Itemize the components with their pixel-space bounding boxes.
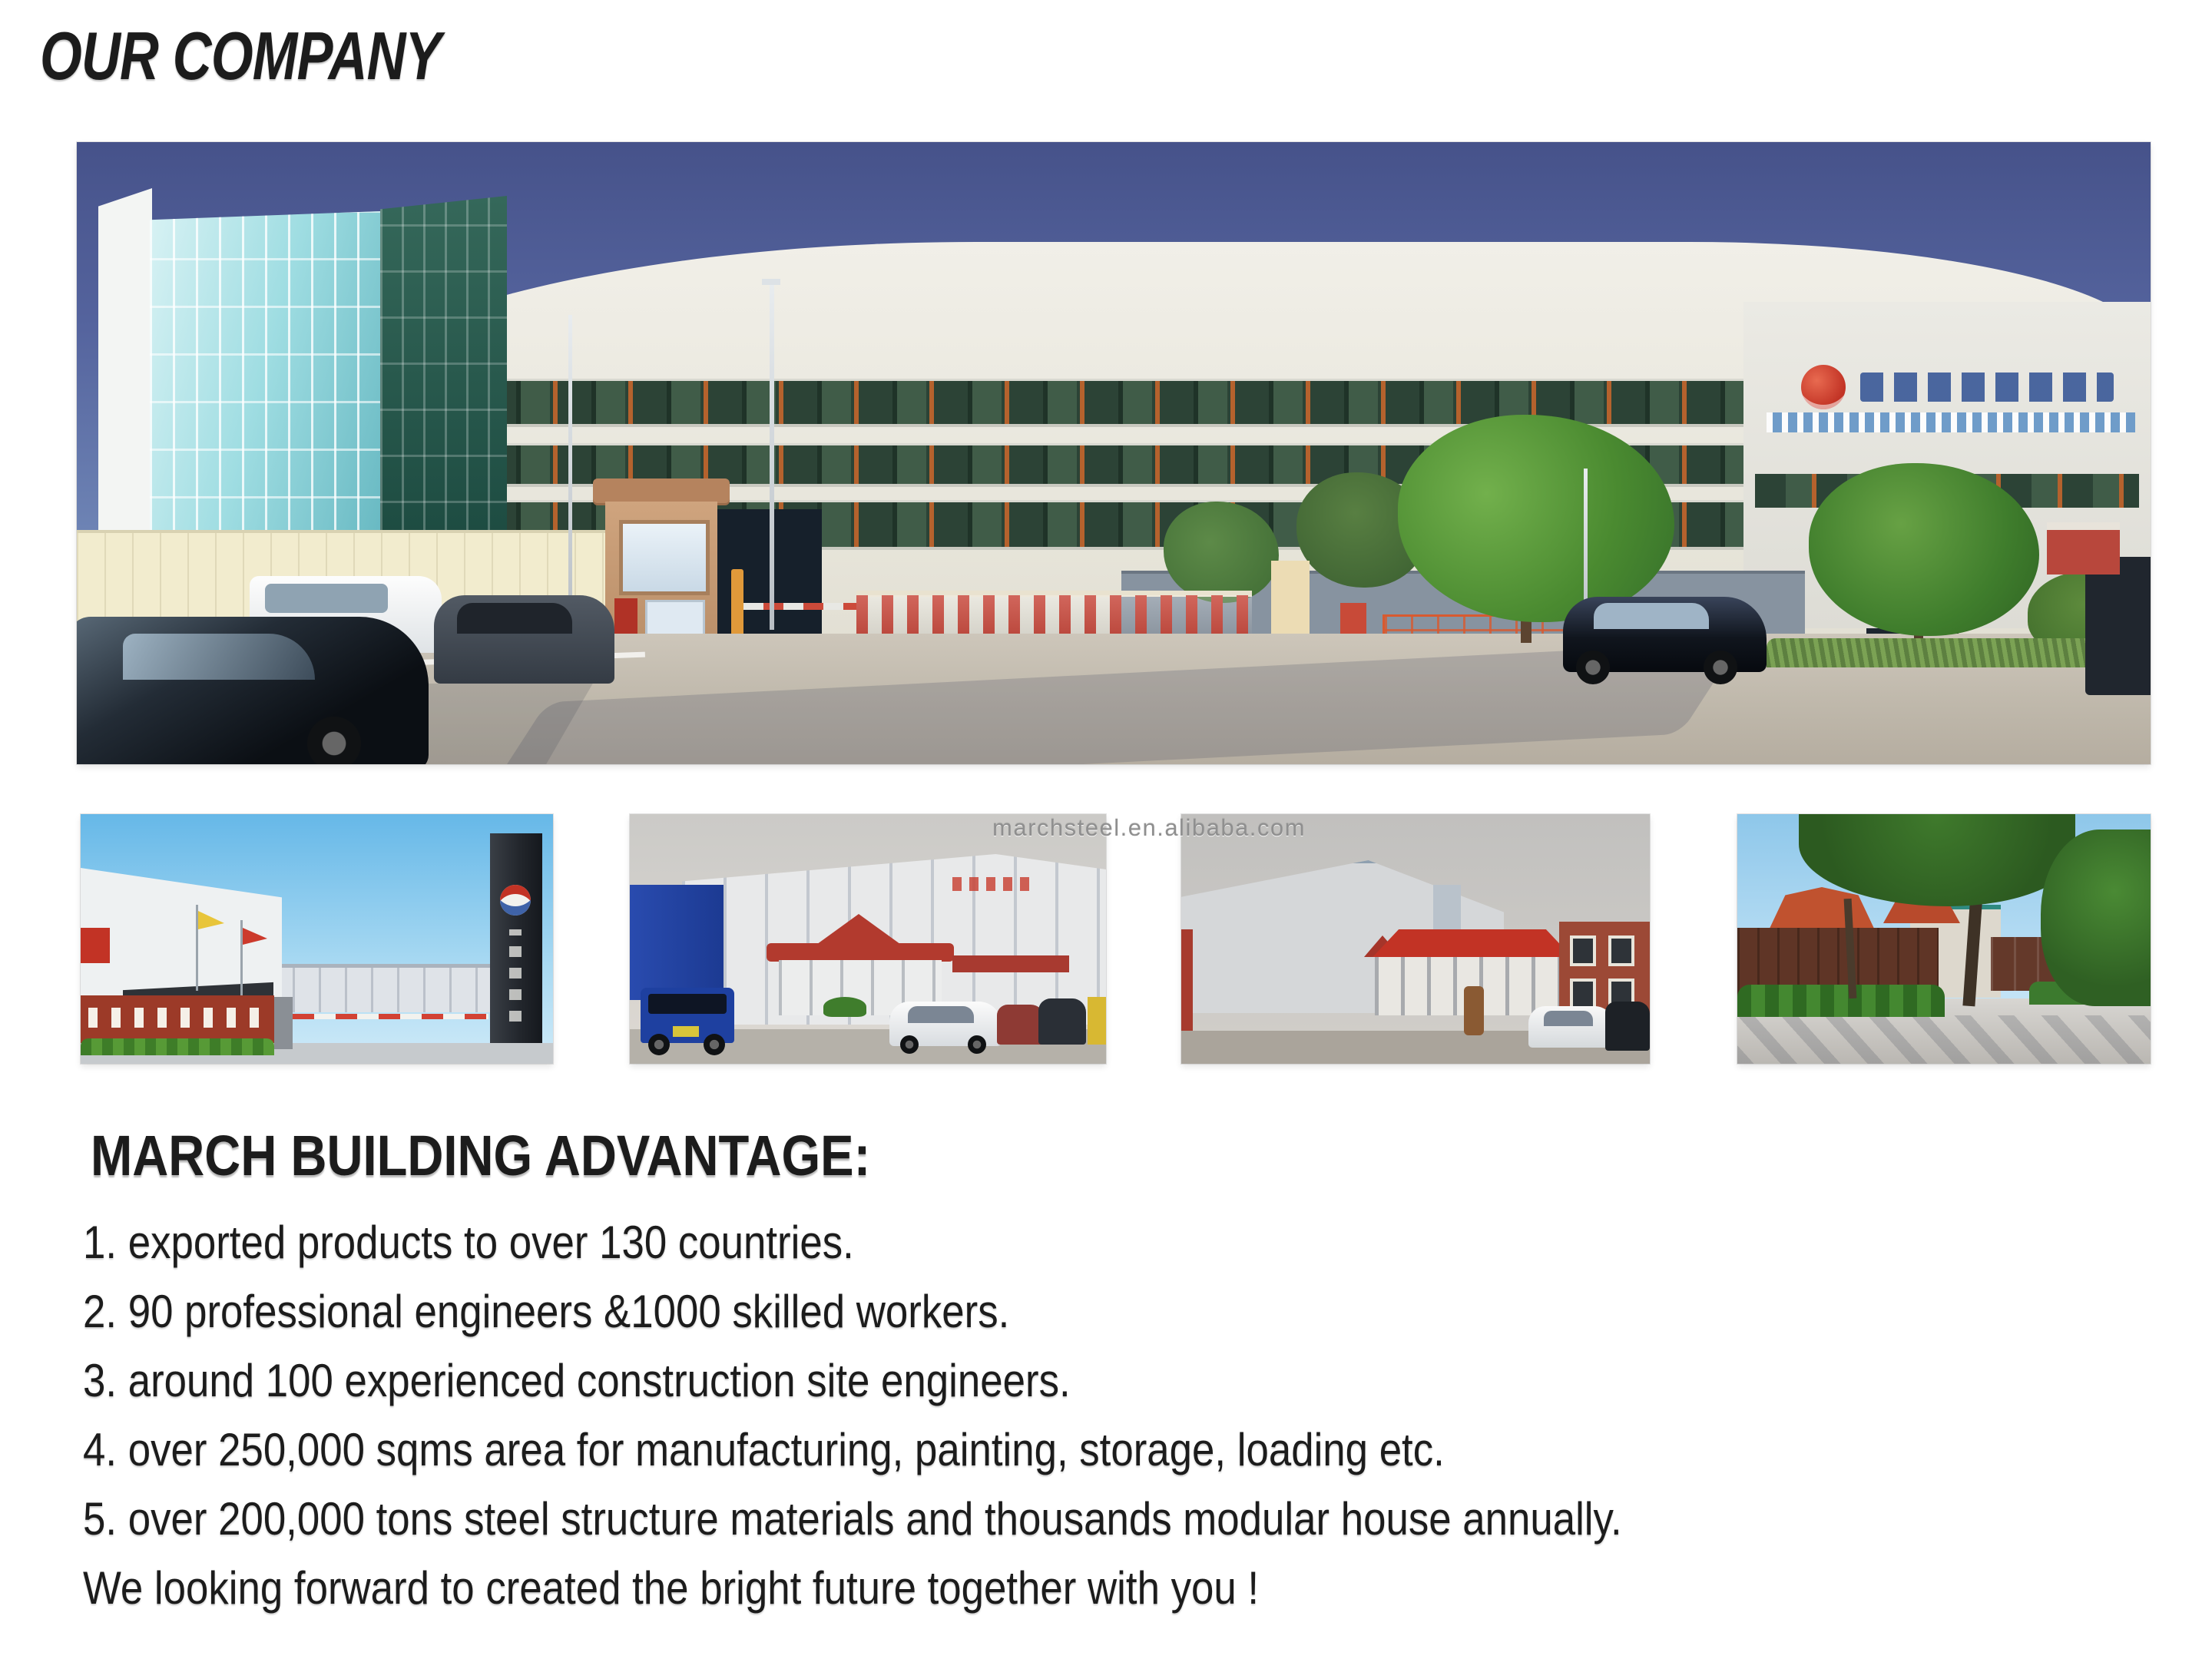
wheel: [648, 1034, 670, 1055]
advantage-item: 2. 90 professional engineers &1000 skilled workers.: [83, 1286, 1010, 1337]
porch-gable: [814, 914, 903, 946]
person: [1464, 986, 1484, 1035]
dark-suv: [2085, 557, 2151, 695]
main-photo-factory-panorama: [77, 142, 2151, 764]
advantage-item: 5. over 200,000 tons steel structure materials and thousands modular house annually.: [83, 1493, 1622, 1545]
gate-post: [274, 997, 293, 1049]
car-window: [1544, 1011, 1593, 1026]
truck-windshield: [648, 994, 727, 1014]
advantage-item: 4. over 250,000 sqms area for manufacturing, painting, storage, loading etc.: [83, 1424, 1445, 1475]
license-plate: [673, 1026, 699, 1037]
van-window: [265, 584, 388, 613]
guard-booth-window: [619, 520, 710, 595]
advantage-item: 3. around 100 experienced construction site engineers.: [83, 1355, 1071, 1406]
wheel: [307, 717, 361, 764]
red-porch-roof: [767, 943, 954, 962]
tree-shadow: [1737, 1015, 2151, 1064]
hedge: [1737, 985, 1945, 1017]
red-sign: [614, 598, 637, 634]
blue-truck-container: [630, 885, 724, 1000]
advantage-heading: MARCH BUILDING ADVANTAGE:: [91, 1124, 871, 1187]
hatchback-window: [457, 603, 572, 634]
thumbnail-photo-driveway: [1737, 814, 2151, 1064]
wheel: [900, 1035, 919, 1054]
advantage-item: 1. exported products to over 130 countries.: [83, 1217, 854, 1268]
window: [1608, 935, 1634, 966]
red-post: [1181, 929, 1193, 1046]
sedan-windshield: [123, 634, 315, 680]
thumbnail-photo-workshop: [1181, 814, 1650, 1064]
car-window: [908, 1006, 974, 1023]
black-car: [1605, 1002, 1650, 1051]
window: [1570, 979, 1596, 1009]
thumbnail-photo-office: [630, 814, 1106, 1064]
yellow-car: [1088, 997, 1106, 1045]
light-pole: [770, 284, 774, 630]
boom-barrier: [293, 1014, 488, 1019]
guard-booth-roof: [593, 478, 730, 503]
window: [1570, 935, 1596, 966]
light-pole: [568, 315, 572, 637]
lamp-head: [762, 279, 780, 285]
bush: [823, 997, 866, 1017]
wheel: [1704, 651, 1737, 684]
dark-red-car: [997, 1005, 1045, 1045]
wall-characters: [88, 1008, 263, 1028]
wheel: [968, 1035, 986, 1054]
page-title: OUR COMPANY: [40, 18, 441, 94]
building-sign: [1860, 373, 2114, 402]
barrier-arm: [743, 603, 859, 610]
dark-car: [1038, 998, 1086, 1045]
building-sign: [952, 877, 1037, 891]
company-logo: [500, 885, 531, 916]
hedge: [81, 1038, 274, 1055]
red-flag: [243, 928, 267, 945]
watermark: marchsteel.en.alibaba.com: [992, 814, 1306, 841]
advantage-item: We looking forward to created the bright future together with you !: [83, 1562, 1260, 1614]
red-banner: [81, 928, 110, 963]
thumbnail-photo-entrance: [81, 814, 553, 1064]
sedan-window: [1594, 603, 1709, 629]
building-banner: [1767, 412, 2135, 432]
loading-door: [707, 509, 822, 636]
company-logo: [1801, 365, 1846, 409]
sign-characters: [509, 929, 522, 1022]
tree: [2041, 830, 2151, 1006]
yellow-flag: [198, 911, 224, 929]
red-truck: [2047, 522, 2120, 575]
wheel: [704, 1034, 725, 1055]
wheel: [1576, 651, 1610, 684]
red-roof: [1364, 929, 1581, 957]
red-roof: [952, 955, 1069, 972]
advantage-section: [83, 1123, 1832, 1623]
